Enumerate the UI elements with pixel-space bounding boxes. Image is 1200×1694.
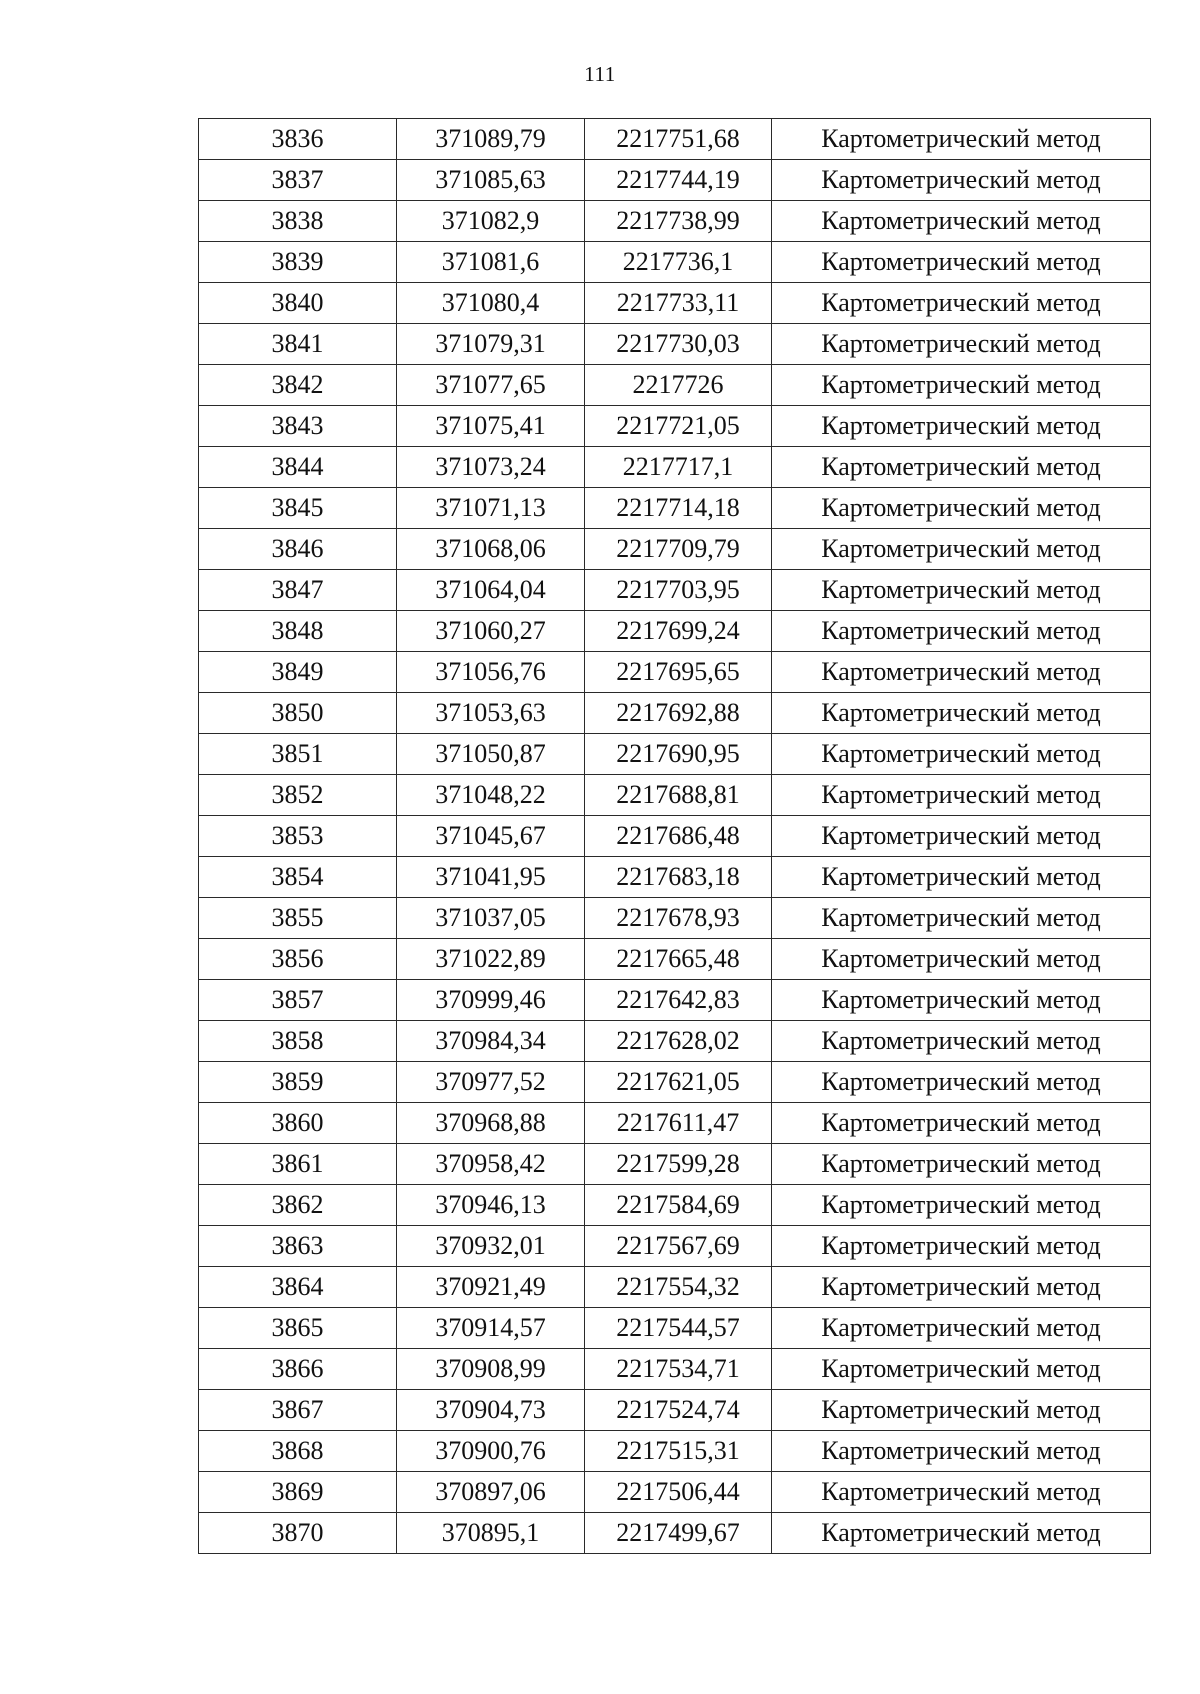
y-coordinate-cell: 2217726 bbox=[585, 365, 772, 406]
point-number-cell: 3852 bbox=[199, 775, 397, 816]
method-cell: Картометрический метод bbox=[772, 201, 1151, 242]
point-number-cell: 3862 bbox=[199, 1185, 397, 1226]
table-row bbox=[199, 1021, 1151, 1062]
y-coordinate-cell: 2217692,88 bbox=[585, 693, 772, 734]
method-cell: Картометрический метод bbox=[772, 898, 1151, 939]
point-number-cell: 3842 bbox=[199, 365, 397, 406]
table-row bbox=[199, 1103, 1151, 1144]
table-row bbox=[199, 529, 1151, 570]
table-row bbox=[199, 1472, 1151, 1513]
point-number-cell: 3850 bbox=[199, 693, 397, 734]
method-cell: Картометрический метод bbox=[772, 775, 1151, 816]
x-coordinate-cell: 370904,73 bbox=[397, 1390, 585, 1431]
x-coordinate-cell: 371050,87 bbox=[397, 734, 585, 775]
method-cell: Картометрический метод bbox=[772, 1267, 1151, 1308]
x-coordinate-cell: 370921,49 bbox=[397, 1267, 585, 1308]
method-cell: Картометрический метод bbox=[772, 1021, 1151, 1062]
method-cell: Картометрический метод bbox=[772, 242, 1151, 283]
x-coordinate-cell: 370999,46 bbox=[397, 980, 585, 1021]
table-row bbox=[199, 939, 1151, 980]
method-cell: Картометрический метод bbox=[772, 1349, 1151, 1390]
table-row bbox=[199, 1513, 1151, 1554]
method-cell: Картометрический метод bbox=[772, 734, 1151, 775]
x-coordinate-cell: 371048,22 bbox=[397, 775, 585, 816]
y-coordinate-cell: 2217678,93 bbox=[585, 898, 772, 939]
x-coordinate-cell: 370895,1 bbox=[397, 1513, 585, 1554]
method-cell: Картометрический метод bbox=[772, 283, 1151, 324]
y-coordinate-cell: 2217515,31 bbox=[585, 1431, 772, 1472]
y-coordinate-cell: 2217703,95 bbox=[585, 570, 772, 611]
method-cell: Картометрический метод bbox=[772, 529, 1151, 570]
table-row bbox=[199, 1267, 1151, 1308]
point-number-cell: 3837 bbox=[199, 160, 397, 201]
y-coordinate-cell: 2217611,47 bbox=[585, 1103, 772, 1144]
x-coordinate-cell: 371082,9 bbox=[397, 201, 585, 242]
point-number-cell: 3861 bbox=[199, 1144, 397, 1185]
point-number-cell: 3854 bbox=[199, 857, 397, 898]
table-row bbox=[199, 857, 1151, 898]
point-number-cell: 3853 bbox=[199, 816, 397, 857]
x-coordinate-cell: 370914,57 bbox=[397, 1308, 585, 1349]
y-coordinate-cell: 2217721,05 bbox=[585, 406, 772, 447]
y-coordinate-cell: 2217699,24 bbox=[585, 611, 772, 652]
point-number-cell: 3857 bbox=[199, 980, 397, 1021]
y-coordinate-cell: 2217642,83 bbox=[585, 980, 772, 1021]
point-number-cell: 3847 bbox=[199, 570, 397, 611]
x-coordinate-cell: 371060,27 bbox=[397, 611, 585, 652]
x-coordinate-cell: 371077,65 bbox=[397, 365, 585, 406]
point-number-cell: 3849 bbox=[199, 652, 397, 693]
y-coordinate-cell: 2217730,03 bbox=[585, 324, 772, 365]
coordinates-table bbox=[198, 118, 1151, 1554]
table-row bbox=[199, 488, 1151, 529]
x-coordinate-cell: 371022,89 bbox=[397, 939, 585, 980]
point-number-cell: 3855 bbox=[199, 898, 397, 939]
point-number-cell: 3838 bbox=[199, 201, 397, 242]
table-row bbox=[199, 1431, 1151, 1472]
point-number-cell: 3845 bbox=[199, 488, 397, 529]
method-cell: Картометрический метод bbox=[772, 1390, 1151, 1431]
x-coordinate-cell: 371085,63 bbox=[397, 160, 585, 201]
table-row bbox=[199, 1390, 1151, 1431]
point-number-cell: 3840 bbox=[199, 283, 397, 324]
y-coordinate-cell: 2217714,18 bbox=[585, 488, 772, 529]
table-row bbox=[199, 611, 1151, 652]
point-number-cell: 3839 bbox=[199, 242, 397, 283]
y-coordinate-cell: 2217599,28 bbox=[585, 1144, 772, 1185]
coordinates-table-body bbox=[199, 119, 1151, 1554]
table-row bbox=[199, 1062, 1151, 1103]
table-row bbox=[199, 980, 1151, 1021]
point-number-cell: 3865 bbox=[199, 1308, 397, 1349]
point-number-cell: 3836 bbox=[199, 119, 397, 160]
x-coordinate-cell: 371075,41 bbox=[397, 406, 585, 447]
table-row bbox=[199, 570, 1151, 611]
table-row bbox=[199, 447, 1151, 488]
method-cell: Картометрический метод bbox=[772, 816, 1151, 857]
point-number-cell: 3859 bbox=[199, 1062, 397, 1103]
table-row bbox=[199, 242, 1151, 283]
table-row bbox=[199, 1226, 1151, 1267]
method-cell: Картометрический метод bbox=[772, 857, 1151, 898]
table-row bbox=[199, 734, 1151, 775]
y-coordinate-cell: 2217751,68 bbox=[585, 119, 772, 160]
x-coordinate-cell: 371089,79 bbox=[397, 119, 585, 160]
point-number-cell: 3841 bbox=[199, 324, 397, 365]
method-cell: Картометрический метод bbox=[772, 324, 1151, 365]
point-number-cell: 3851 bbox=[199, 734, 397, 775]
point-number-cell: 3843 bbox=[199, 406, 397, 447]
y-coordinate-cell: 2217717,1 bbox=[585, 447, 772, 488]
x-coordinate-cell: 370908,99 bbox=[397, 1349, 585, 1390]
table-row bbox=[199, 816, 1151, 857]
x-coordinate-cell: 371064,04 bbox=[397, 570, 585, 611]
x-coordinate-cell: 370977,52 bbox=[397, 1062, 585, 1103]
x-coordinate-cell: 371081,6 bbox=[397, 242, 585, 283]
page-number: 111 bbox=[584, 62, 616, 86]
y-coordinate-cell: 2217709,79 bbox=[585, 529, 772, 570]
method-cell: Картометрический метод bbox=[772, 1472, 1151, 1513]
y-coordinate-cell: 2217738,99 bbox=[585, 201, 772, 242]
y-coordinate-cell: 2217524,74 bbox=[585, 1390, 772, 1431]
y-coordinate-cell: 2217736,1 bbox=[585, 242, 772, 283]
method-cell: Картометрический метод bbox=[772, 1513, 1151, 1554]
method-cell: Картометрический метод bbox=[772, 119, 1151, 160]
y-coordinate-cell: 2217499,67 bbox=[585, 1513, 772, 1554]
y-coordinate-cell: 2217690,95 bbox=[585, 734, 772, 775]
method-cell: Картометрический метод bbox=[772, 1431, 1151, 1472]
x-coordinate-cell: 371041,95 bbox=[397, 857, 585, 898]
y-coordinate-cell: 2217554,32 bbox=[585, 1267, 772, 1308]
table-row bbox=[199, 1349, 1151, 1390]
y-coordinate-cell: 2217628,02 bbox=[585, 1021, 772, 1062]
point-number-cell: 3858 bbox=[199, 1021, 397, 1062]
method-cell: Картометрический метод bbox=[772, 693, 1151, 734]
table-row bbox=[199, 160, 1151, 201]
table-row bbox=[199, 324, 1151, 365]
y-coordinate-cell: 2217683,18 bbox=[585, 857, 772, 898]
point-number-cell: 3856 bbox=[199, 939, 397, 980]
table-row bbox=[199, 652, 1151, 693]
method-cell: Картометрический метод bbox=[772, 611, 1151, 652]
point-number-cell: 3868 bbox=[199, 1431, 397, 1472]
point-number-cell: 3846 bbox=[199, 529, 397, 570]
x-coordinate-cell: 371073,24 bbox=[397, 447, 585, 488]
method-cell: Картометрический метод bbox=[772, 488, 1151, 529]
x-coordinate-cell: 371071,13 bbox=[397, 488, 585, 529]
x-coordinate-cell: 370932,01 bbox=[397, 1226, 585, 1267]
table-row bbox=[199, 201, 1151, 242]
table-row bbox=[199, 1308, 1151, 1349]
table-row bbox=[199, 775, 1151, 816]
y-coordinate-cell: 2217695,65 bbox=[585, 652, 772, 693]
point-number-cell: 3860 bbox=[199, 1103, 397, 1144]
point-number-cell: 3863 bbox=[199, 1226, 397, 1267]
point-number-cell: 3870 bbox=[199, 1513, 397, 1554]
method-cell: Картометрический метод bbox=[772, 652, 1151, 693]
x-coordinate-cell: 370946,13 bbox=[397, 1185, 585, 1226]
method-cell: Картометрический метод bbox=[772, 406, 1151, 447]
x-coordinate-cell: 370897,06 bbox=[397, 1472, 585, 1513]
y-coordinate-cell: 2217665,48 bbox=[585, 939, 772, 980]
x-coordinate-cell: 371079,31 bbox=[397, 324, 585, 365]
y-coordinate-cell: 2217621,05 bbox=[585, 1062, 772, 1103]
x-coordinate-cell: 371037,05 bbox=[397, 898, 585, 939]
x-coordinate-cell: 370900,76 bbox=[397, 1431, 585, 1472]
point-number-cell: 3867 bbox=[199, 1390, 397, 1431]
method-cell: Картометрический метод bbox=[772, 1226, 1151, 1267]
x-coordinate-cell: 371080,4 bbox=[397, 283, 585, 324]
y-coordinate-cell: 2217688,81 bbox=[585, 775, 772, 816]
x-coordinate-cell: 370958,42 bbox=[397, 1144, 585, 1185]
method-cell: Картометрический метод bbox=[772, 1062, 1151, 1103]
table-row bbox=[199, 898, 1151, 939]
method-cell: Картометрический метод bbox=[772, 939, 1151, 980]
x-coordinate-cell: 371053,63 bbox=[397, 693, 585, 734]
method-cell: Картометрический метод bbox=[772, 570, 1151, 611]
point-number-cell: 3864 bbox=[199, 1267, 397, 1308]
table-row bbox=[199, 406, 1151, 447]
table-row bbox=[199, 119, 1151, 160]
point-number-cell: 3844 bbox=[199, 447, 397, 488]
x-coordinate-cell: 371056,76 bbox=[397, 652, 585, 693]
method-cell: Картометрический метод bbox=[772, 1185, 1151, 1226]
y-coordinate-cell: 2217506,44 bbox=[585, 1472, 772, 1513]
y-coordinate-cell: 2217733,11 bbox=[585, 283, 772, 324]
method-cell: Картометрический метод bbox=[772, 1308, 1151, 1349]
point-number-cell: 3848 bbox=[199, 611, 397, 652]
method-cell: Картометрический метод bbox=[772, 1144, 1151, 1185]
y-coordinate-cell: 2217686,48 bbox=[585, 816, 772, 857]
y-coordinate-cell: 2217744,19 bbox=[585, 160, 772, 201]
table-row bbox=[199, 693, 1151, 734]
x-coordinate-cell: 371045,67 bbox=[397, 816, 585, 857]
y-coordinate-cell: 2217584,69 bbox=[585, 1185, 772, 1226]
table-row bbox=[199, 283, 1151, 324]
table-row bbox=[199, 1185, 1151, 1226]
method-cell: Картометрический метод bbox=[772, 980, 1151, 1021]
y-coordinate-cell: 2217544,57 bbox=[585, 1308, 772, 1349]
method-cell: Картометрический метод bbox=[772, 447, 1151, 488]
table-row bbox=[199, 365, 1151, 406]
table-row bbox=[199, 1144, 1151, 1185]
x-coordinate-cell: 371068,06 bbox=[397, 529, 585, 570]
method-cell: Картометрический метод bbox=[772, 365, 1151, 406]
y-coordinate-cell: 2217534,71 bbox=[585, 1349, 772, 1390]
method-cell: Картометрический метод bbox=[772, 1103, 1151, 1144]
x-coordinate-cell: 370984,34 bbox=[397, 1021, 585, 1062]
point-number-cell: 3866 bbox=[199, 1349, 397, 1390]
x-coordinate-cell: 370968,88 bbox=[397, 1103, 585, 1144]
y-coordinate-cell: 2217567,69 bbox=[585, 1226, 772, 1267]
method-cell: Картометрический метод bbox=[772, 160, 1151, 201]
point-number-cell: 3869 bbox=[199, 1472, 397, 1513]
